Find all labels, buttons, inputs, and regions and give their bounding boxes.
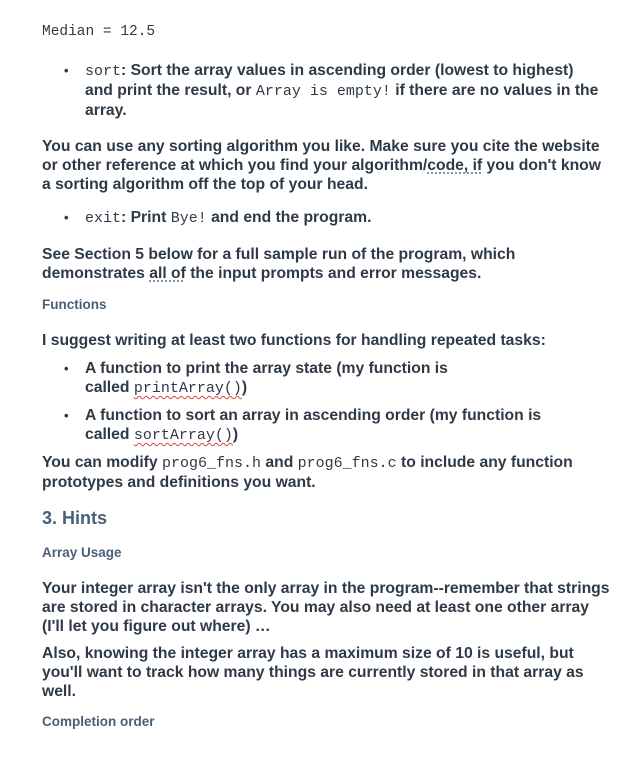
code-if-word: code, if (427, 157, 483, 174)
see-section-text-b: the input prompts and error messages. (185, 265, 482, 282)
func1-text: A function to print the array state (my function is called (85, 360, 448, 396)
sort-note-text-a: You can use any sorting algorithm you like. Make sure you cite the website or other reference at which you find your algorithm/ (42, 138, 600, 174)
hints-heading: 3. Hints (42, 508, 108, 528)
list-item-sort (85, 61, 605, 120)
see-section-text-a: See Section 5 below for a full sample run of the program, which demonstrates (42, 246, 516, 282)
array-usage-heading: Array Usage (42, 545, 122, 560)
modify-files-note (42, 453, 612, 492)
functions-intro: I suggest writing at least two functions for handling repeated tasks: (42, 332, 546, 349)
all-of-word: all of (149, 265, 186, 282)
completion-order-heading: Completion order (42, 714, 155, 729)
modify-text-c: to include any function prototypes and definitions you want. (42, 454, 573, 491)
sorting-algorithm-note (42, 137, 612, 194)
code-bye: Bye! (170, 210, 207, 227)
exit-text-b: and end the program. (206, 209, 372, 226)
functions-heading: Functions (42, 297, 107, 312)
modify-text-b: and (261, 454, 298, 471)
code-sort: sort (85, 63, 122, 80)
func2-text: A function to sort an array in ascending order (my function is called (85, 407, 542, 443)
modify-text-a: You can modify (42, 454, 162, 471)
func1-close: ) (241, 379, 248, 396)
array-usage-paragraph-1: Your integer array isn't the only array in the program--remember that strings are stored in character arrays. You may also need at least one other array (I'll let you figure out where) … (42, 580, 610, 635)
code-fns-h: prog6_fns.h (162, 455, 262, 472)
sort-text-b: if there are no values in the array. (85, 82, 599, 119)
sort-text-a: : Sort the array values in ascending order (lowest to highest) and print the result, or (85, 62, 574, 99)
list-item-print-function (85, 359, 465, 398)
exit-text-a: : Print (121, 209, 171, 226)
code-fns-c: prog6_fns.c (297, 455, 397, 472)
code-exit: exit (85, 210, 122, 227)
code-array-empty: Array is empty! (255, 83, 391, 100)
func2-close: ) (232, 426, 239, 443)
list-item-sort-function (85, 406, 565, 445)
list-item-exit (85, 208, 605, 228)
sort-note-text-b: you don't know a sorting algorithm off the top of your head. (42, 157, 601, 193)
code-print-array: printArray() (133, 380, 242, 397)
code-sort-array: sortArray() (133, 427, 233, 444)
sample-run-note (42, 245, 612, 283)
array-usage-paragraph-2: Also, knowing the integer array has a maximum size of 10 is useful, but you'll want to track how many things are currently stored in that array as well. (42, 645, 584, 700)
median-output-line: Median = 12.5 (42, 24, 156, 40)
